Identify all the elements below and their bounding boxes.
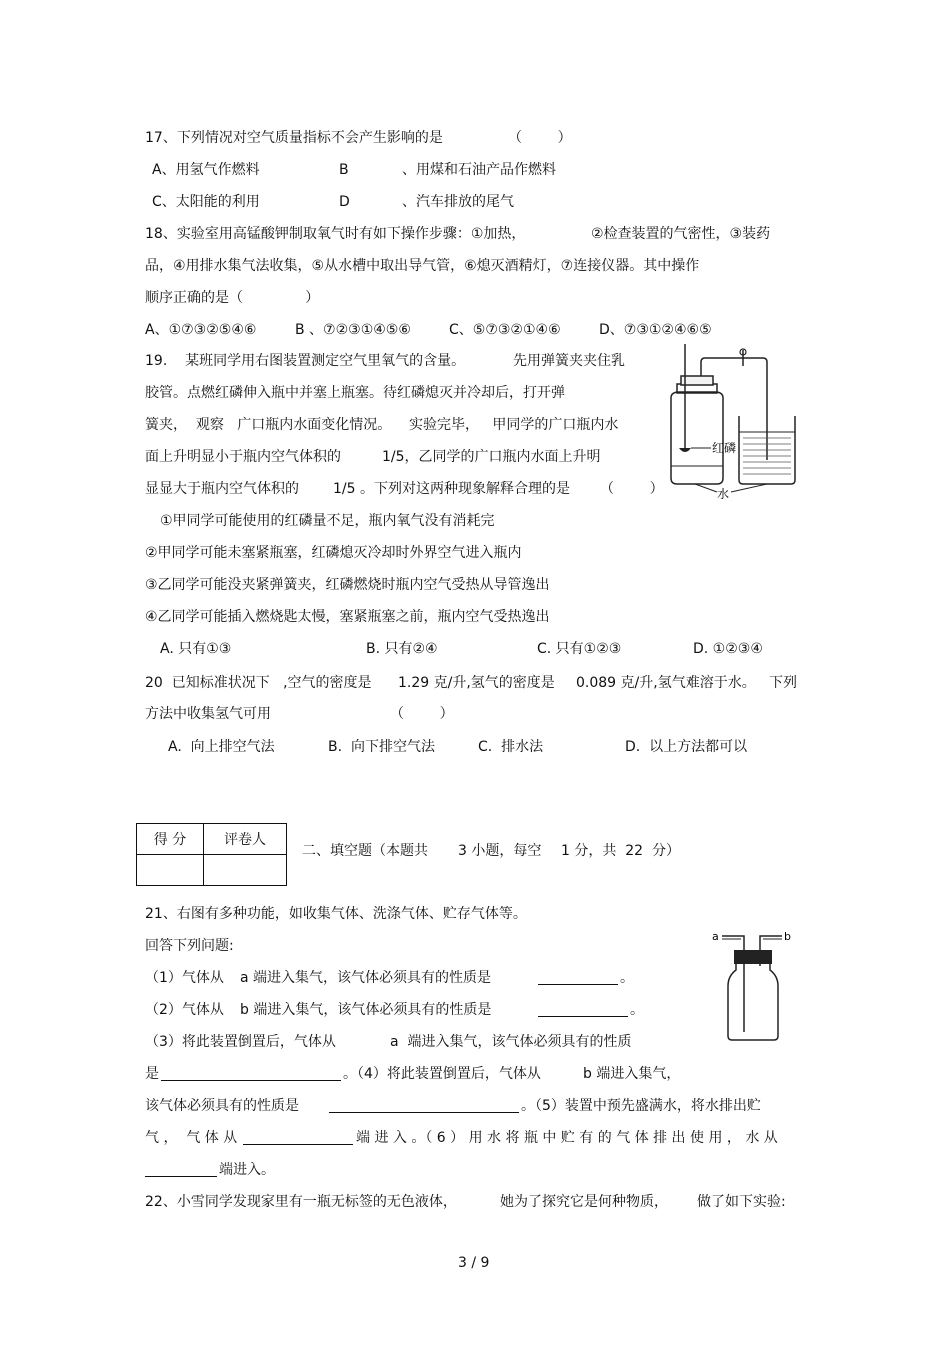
q21-blank-5[interactable] [243, 1130, 353, 1145]
q21-part4-c: b 端进入集气， [583, 1066, 681, 1082]
q19-line1a: 19. 某班同学用右图装置测定空气里氧气的含量。 [145, 353, 466, 369]
water-label: 水 [717, 487, 730, 501]
end-a-label: a [712, 930, 719, 943]
q19-option-b: B. 只有②④ [366, 641, 438, 657]
oxygen-measurement-apparatus-figure [655, 340, 815, 500]
q18-line2: 品，④用排水集气法收集，⑤从水槽中取出导气管，⑥熄灭酒精灯，⑦连接仪器。其中操作 [145, 258, 700, 274]
q19-option-d: D. ①②③④ [693, 641, 763, 657]
q19-line3: 簧夹， 观察 广口瓶内水面变化情况。 实验完毕， 甲同学的广口瓶内水 [145, 417, 619, 433]
q21-part2-a: （2）气体从 [145, 1002, 224, 1018]
score-label: 得 分 [137, 824, 204, 855]
q19-statement-4: ④乙同学可能插入燃烧匙太慢，塞紧瓶塞之前，瓶内空气受热逸出 [145, 609, 550, 625]
end-b-label: b [784, 930, 791, 943]
score-table [136, 823, 287, 886]
q20-line1a: 20 已知标准状况下 ,空气的密度是 [145, 675, 372, 691]
q20-line1b: 1.29 克/升,氢气的密度是 [398, 675, 555, 691]
q21-blank-4[interactable] [329, 1098, 519, 1113]
q19-line5b: 1/5 。下列对这两种现象解释合理的是 [333, 481, 570, 497]
q19-line1b: 先用弹簧夹夹住乳 [513, 353, 625, 369]
q21-part1-b: a 端进入集气，该气体必须具有的性质是 [240, 970, 492, 986]
q18-line1a: 18、实验室用高锰酸钾制取氧气时有如下操作步骤：①加热， [145, 226, 526, 242]
q19-line2: 胶管。点燃红磷伸入瓶中并塞上瓶塞。待红磷熄灭并冷却后，打开弹 [145, 385, 565, 401]
q21-part1-end: 。 [620, 970, 634, 986]
q21-line1: 21、右图有多种功能，如收集气体、洗涤气体、贮存气体等。 [145, 906, 527, 922]
q21-blank-3[interactable] [161, 1066, 341, 1081]
q20-option-a: A. 向上排空气法 [168, 739, 275, 755]
q19-line5a: 显显大于瓶内空气体积的 [145, 481, 299, 497]
q21-blank-1[interactable] [538, 970, 618, 985]
q17-option-b-text: 、用煤和石油产品作燃料 [402, 162, 556, 178]
q19-line4a: 面上升明显小于瓶内空气体积的 [145, 449, 341, 465]
q18-option-d: D、⑦③①②④⑥⑤ [599, 322, 712, 338]
q20-option-d: D. 以上方法都可以 [625, 739, 748, 755]
q21-part6-a: 气 ， 气 体 从 [145, 1130, 238, 1146]
q21-part3-a: （3）将此装置倒置后，气体从 [145, 1034, 336, 1050]
q21-part2-end: 。 [630, 1002, 644, 1018]
q17-stem: 17、下列情况对空气质量指标不会产生影响的是 [145, 130, 443, 146]
phosphorus-label: 红磷 [712, 441, 737, 455]
q19-answer-paren: （ ） [600, 481, 664, 497]
q22-line-c: 做了如下实验: [697, 1194, 786, 1210]
q18-option-b: B 、⑦②③①④⑤⑥ [295, 322, 411, 338]
q20-line1c: 0.089 克/升,氢气难溶于水。 下列 [576, 675, 798, 691]
q19-line4b: 1/5，乙同学的广口瓶内水面上升明 [382, 449, 601, 465]
q17-option-d-text: 、汽车排放的尾气 [402, 194, 514, 210]
q21-blank-6[interactable] [145, 1162, 217, 1177]
section2-title-a: 二、填空题（本题共 [302, 843, 428, 859]
q17-option-b-letter: B [339, 162, 349, 178]
section2-title-c: 1 分，共 22 分） [561, 843, 680, 859]
q19-option-a: A. 只有①③ [160, 641, 232, 657]
q19-statement-1: ①甲同学可能使用的红磷量不足，瓶内氧气没有消耗完 [160, 513, 495, 529]
q21-part7: 端进入。 [219, 1162, 275, 1178]
q21-part2-b: b 端进入集气，该气体必须具有的性质是 [240, 1002, 492, 1018]
q17-option-d-letter: D [339, 194, 350, 210]
q19-statement-3: ③乙同学可能没夹紧弹簧夹，红磷燃烧时瓶内空气受热从导管逸出 [145, 577, 550, 593]
q22-line-a: 22、小雪同学发现家里有一瓶无标签的无色液体， [145, 1194, 457, 1210]
q21-part1-a: （1）气体从 [145, 970, 224, 986]
q20-line2: 方法中收集氢气可用 [145, 706, 271, 722]
q18-option-a: A、①⑦③②⑤④⑥ [145, 322, 257, 338]
score-cell [137, 855, 204, 886]
q17-option-a: A、用氢气作燃料 [152, 162, 260, 178]
q21-part6-b: 端 进 入 。（ 6 ） 用 水 将 瓶 中 贮 有 的 气 体 排 出 使 用 ， 水 从 [356, 1130, 778, 1146]
q17-answer-paren: （ ） [508, 130, 572, 146]
q21-part5-b: 。（5）装置中预先盛满水，将水排出贮 [521, 1098, 761, 1114]
q20-option-c: C. 排水法 [478, 739, 544, 755]
section2-title-b: 3 小题，每空 [458, 843, 542, 859]
q21-part4-a: 是 [145, 1066, 159, 1082]
gas-bottle-figure [710, 928, 800, 1043]
grader-label: 评卷人 [204, 824, 287, 855]
q20-option-b: B. 向下排空气法 [328, 739, 435, 755]
q21-line2: 回答下列问题: [145, 938, 234, 954]
q19-statement-2: ②甲同学可能未塞紧瓶塞，红磷熄灭冷却时外界空气进入瓶内 [145, 545, 522, 561]
page-number: 3 / 9 [458, 1255, 490, 1271]
q19-option-c: C. 只有①②③ [537, 641, 622, 657]
q21-part3-b: a 端进入集气，该气体必须具有的性质 [390, 1034, 632, 1050]
q18-line1b: ②检查装置的气密性，③装药 [591, 226, 771, 242]
q18-option-c: C、⑤⑦③②①④⑥ [449, 322, 561, 338]
q21-part4-b: 。（4）将此装置倒置后，气体从 [343, 1066, 541, 1082]
q21-part5-a: 该气体必须具有的性质是 [145, 1098, 299, 1114]
q21-blank-2[interactable] [538, 1002, 628, 1017]
q20-answer-paren: （ ） [390, 706, 454, 722]
grader-cell [204, 855, 287, 886]
q18-line3: 顺序正确的是（ ） [145, 290, 320, 306]
q22-line-b: 她为了探究它是何种物质， [500, 1194, 668, 1210]
q17-option-c: C、太阳能的利用 [152, 194, 260, 210]
